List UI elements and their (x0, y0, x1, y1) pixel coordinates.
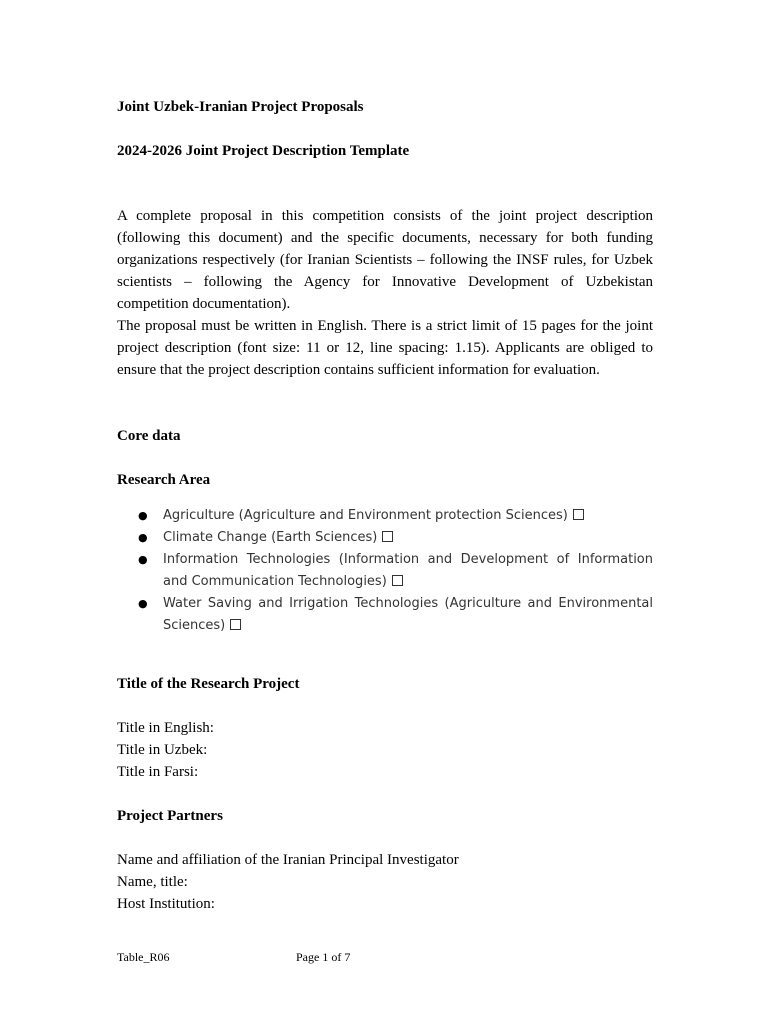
intro-paragraph: A complete proposal in this competition consists of the joint project description (following this document) and the specific documents, necessary for both funding organizations respectively (for Iranian Scientists – following the INSF rules, for Uzbek scientists – following the Agency for Innovative Development of Uzbekistan competition documentation). (117, 208, 653, 312)
bullet-icon: ● (138, 597, 148, 610)
checkbox-information-technologies[interactable] (392, 575, 403, 586)
research-area-heading: Research Area (117, 472, 211, 488)
bullet-icon: ● (138, 531, 148, 544)
title-english-field: Title in English: (117, 720, 214, 736)
iranian-pi-line: Name and affiliation of the Iranian Principal Investigator (117, 852, 459, 868)
host-institution-field: Host Institution: (117, 896, 215, 912)
research-area-label: Agriculture (Agriculture and Environment protection Sciences) (163, 508, 568, 523)
research-area-label: Water Saving and Irrigation Technologies (Agriculture and Environmental Sciences) (163, 596, 653, 633)
document-subtitle: 2024-2026 Joint Project Description Template (117, 143, 410, 159)
requirements-paragraph: The proposal must be written in English. There is a strict limit of 15 pages for the joint project description (font size: 11 or 12, line spacing: 1.15). Applicants are obliged to ensure that the project description contains sufficient information for evaluation. (117, 318, 653, 378)
checkbox-climate-change[interactable] (382, 531, 393, 542)
bullet-icon: ● (138, 553, 148, 566)
research-area-item (117, 505, 653, 527)
research-area-item (117, 593, 653, 637)
footer-page-number: Page 1 of 7 (296, 950, 351, 964)
bullet-icon: ● (138, 509, 148, 522)
research-area-item (117, 527, 653, 549)
research-area-list (117, 505, 653, 637)
footer-document-code: Table_R06 (117, 950, 170, 964)
checkbox-agriculture[interactable] (573, 509, 584, 520)
research-area-label: Information Technologies (Information and Development of Information and Communication Technologies) (163, 552, 653, 589)
core-data-heading: Core data (117, 428, 181, 444)
document-title: Joint Uzbek-Iranian Project Proposals (117, 99, 364, 115)
name-title-field: Name, title: (117, 874, 188, 890)
title-uzbek-field: Title in Uzbek: (117, 742, 208, 758)
checkbox-water-saving[interactable] (230, 619, 241, 630)
research-title-heading: Title of the Research Project (117, 676, 300, 692)
research-area-label: Climate Change (Earth Sciences) (163, 530, 378, 545)
research-area-item (117, 549, 653, 593)
title-farsi-field: Title in Farsi: (117, 764, 199, 780)
project-partners-heading: Project Partners (117, 808, 223, 824)
